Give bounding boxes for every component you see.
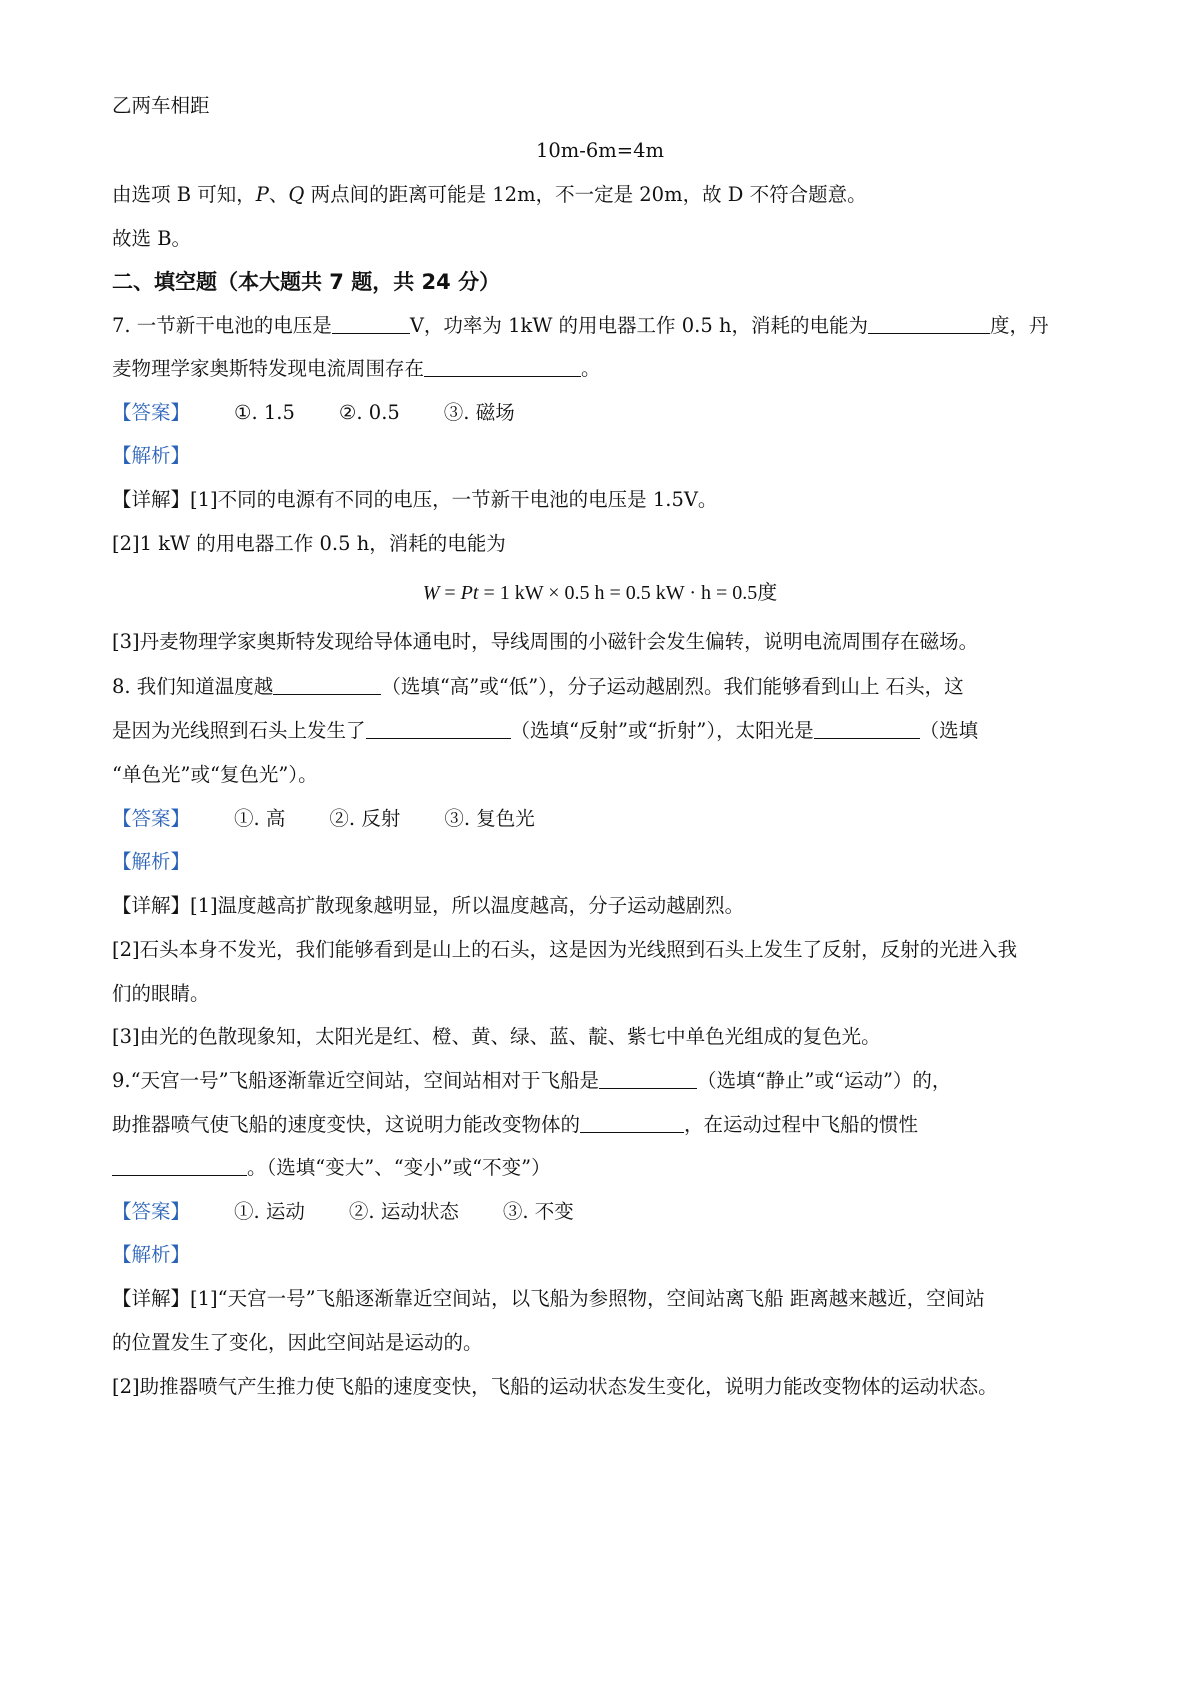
answer-item: ③. 磁场 xyxy=(443,401,515,424)
prev-calculation: 10m-6m=4m xyxy=(535,139,665,162)
detail-line: 【详解】[1]温度越高扩散现象越明显，所以温度越高，分子运动越剧烈。 xyxy=(112,894,745,917)
answer-blank xyxy=(366,716,511,739)
question-8-line2: 是因为光线照到石头上发生了 （选填“反射”或“折射”），太阳光是 （选填 xyxy=(112,716,1102,746)
answer-row-7 xyxy=(112,398,1102,428)
answer-blank xyxy=(599,1066,697,1089)
answer-blank xyxy=(332,311,410,334)
question-7-line2: 麦物理学家奥斯特发现电流周围存在 。 xyxy=(112,354,1102,384)
detail-tag: 【详解】 xyxy=(112,1287,191,1310)
answer-item: ②. 运动状态 xyxy=(348,1200,459,1223)
answer-item: ①. 1.5 xyxy=(234,401,295,424)
answer-blank xyxy=(273,672,381,695)
detail-tag: 【详解】 xyxy=(112,488,191,511)
question-9-line3: 。（选填“变大”、“变小”或“不变”） xyxy=(112,1153,1102,1183)
question-7: 7. 一节新干电池的电压是 V，功率为 1kW 的用电器工作 0.5 h，消耗的电能为 度，丹 xyxy=(112,311,1102,341)
answer-blank xyxy=(424,354,581,377)
question-8-line3: “单色光”或“复色光”）。 xyxy=(112,763,318,786)
question-9-line2: 助推器喷气使飞船的速度变快，这说明力能改变物体的 ，在运动过程中飞船的惯性 xyxy=(112,1110,1102,1140)
analysis-tag: 【解析】 xyxy=(112,850,191,873)
detail-line: [2]1 kW 的用电器工作 0.5 h，消耗的电能为 xyxy=(112,532,506,555)
section-title: 二、填空题（本大题共 7 题，共 24 分） xyxy=(112,270,501,294)
answer-tag: 【答案】 xyxy=(112,1200,191,1223)
prev-conclusion: 故选 B。 xyxy=(112,227,192,250)
question-8: 8. 我们知道温度越 （选填“高”或“低”），分子运动越剧烈。我们能够看到山上 石头，这 xyxy=(112,672,1102,702)
question-9: 9.“天宫一号”飞船逐渐靠近空间站，空间站相对于飞船是 （选填“静止”或“运动”）的， xyxy=(112,1066,1102,1096)
answer-tag: 【答案】 xyxy=(112,807,191,830)
answer-row-9 xyxy=(112,1197,1102,1227)
answer-item: ②. 0.5 xyxy=(338,401,400,424)
answer-tag: 【答案】 xyxy=(112,401,191,424)
detail-line: [2]石头本身不发光，我们能够看到是山上的石头，这是因为光线照到石头上发生了反射，反射的光进入我 xyxy=(112,938,1018,961)
analysis-tag: 【解析】 xyxy=(112,1243,191,1266)
prev-text-line: 乙两车相距 xyxy=(112,94,210,117)
energy-formula: W = Pt = 1 kW × 0.5 h = 0.5 kW · h = 0.5度 xyxy=(422,582,778,604)
answer-item: ②. 反射 xyxy=(329,807,401,830)
answer-blank xyxy=(868,311,990,334)
answer-item: ①. 运动 xyxy=(234,1200,305,1223)
answer-item: ③. 复色光 xyxy=(444,807,535,830)
prev-text-line: 由选项 B 可知，P、Q 两点间的距离可能是 12m，不一定是 20m，故 D 不符合题意。 xyxy=(112,183,867,206)
answer-item: ①. 高 xyxy=(234,807,286,830)
answer-blank xyxy=(580,1110,684,1133)
detail-line: [3]丹麦物理学家奥斯特发现给导体通电时，导线周围的小磁针会发生偏转，说明电流周围存在磁场。 xyxy=(112,630,979,653)
detail-line: 们的眼睛。 xyxy=(112,982,210,1005)
detail-line: [2]助推器喷气产生推力使飞船的速度变快，飞船的运动状态发生变化，说明力能改变物体的运动状态。 xyxy=(112,1375,998,1398)
detail-line: [3]由光的色散现象知，太阳光是红、橙、黄、绿、蓝、靛、紫七中单色光组成的复色光。 xyxy=(112,1025,881,1048)
answer-blank xyxy=(814,716,920,739)
answer-item: ③. 不变 xyxy=(502,1200,574,1223)
detail-line: 【详解】[1]“天宫一号”飞船逐渐靠近空间站，以飞船为参照物，空间站离飞船 距离越来越近，空间站 xyxy=(112,1287,985,1310)
analysis-tag: 【解析】 xyxy=(112,444,191,467)
detail-line: 【详解】[1]不同的电源有不同的电压，一节新干电池的电压是 1.5V。 xyxy=(112,488,718,511)
answer-row-8 xyxy=(112,804,1102,834)
answer-blank xyxy=(112,1153,247,1176)
detail-line: 的位置发生了变化，因此空间站是运动的。 xyxy=(112,1331,483,1354)
detail-tag: 【详解】 xyxy=(112,894,191,917)
